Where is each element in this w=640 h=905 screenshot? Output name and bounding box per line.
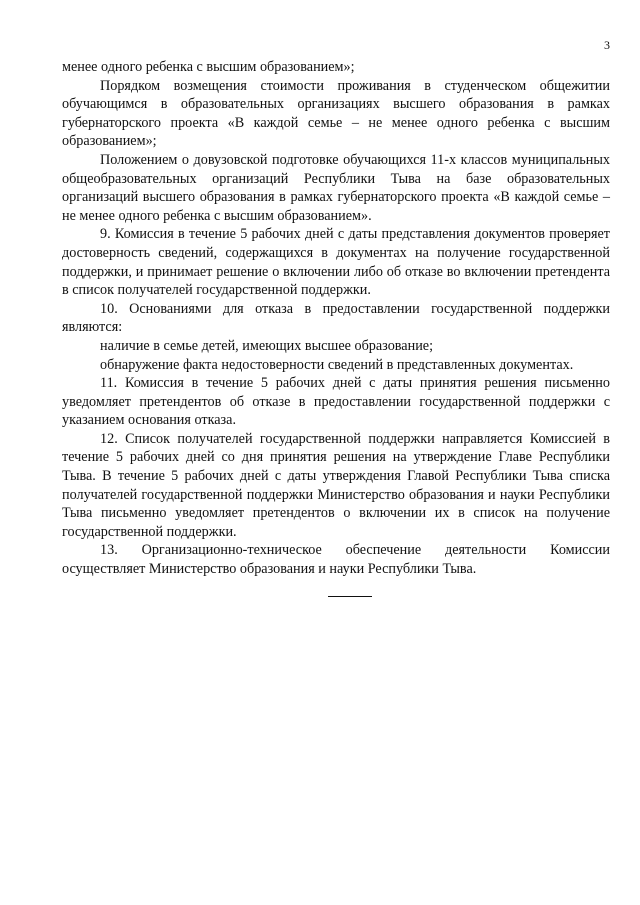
paragraph-item-13: 13. Организационно-техническое обеспечение деятельности Комиссии осуществляет Министерство образования и науки Республики Тыва. (62, 542, 610, 578)
paragraph-refusal-reason-2: обнаружение факта недостоверности сведений в представленных документах. (100, 356, 574, 373)
end-of-document-rule (328, 596, 372, 597)
paragraph-pre-university: Положением о довузовской подготовке обучающихся 11-х классов муниципальных общеобразовательных организаций Республики Тыва на базе образовательных организаций высшего образования в рамках губернаторского проекта «В каждой семье – не менее одного ребенка с высшим образованием». (62, 151, 610, 224)
document-body (62, 58, 610, 579)
paragraph-dormitory-cost: Порядком возмещения стоимости проживания в студенческом общежитии обучающимся в образовательных организациях высшего образования в рамках губернаторского проекта «В каждой семье – не менее одного ребенка с высшим образованием»; (62, 77, 610, 150)
paragraph-item-11: 11. Комиссия в течение 5 рабочих дней с даты принятия решения письменно уведомляет претендентов об отказе в предоставлении государственной поддержки с указанием основания отказа. (62, 375, 610, 429)
paragraph-item-12: 12. Список получателей государственной поддержки направляется Комиссией в течение 5 рабочих дней со дня принятия решения на утверждение Главе Республики Тыва. В течение 5 рабочих дней с даты утверждения Главой Республики Тыва списка получателей государственной поддержки Министерство образования и науки Республики Тыва письменно уведомляет претендентов о включении их в список на получение государственной поддержки. (62, 430, 610, 540)
paragraph-continuation: менее одного ребенка с высшим образованием»; (62, 59, 355, 75)
paragraph-item-10: 10. Основаниями для отказа в предоставлении государственной поддержки являются: (62, 300, 610, 336)
paragraph-item-9: 9. Комиссия в течение 5 рабочих дней с даты представления документов проверяет достоверность сведений, содержащихся в документах на получение государственной поддержки, и принимает решение о включении либо об отказе во включении претендента в список получателей государственной поддержки. (62, 226, 610, 299)
page-number: 3 (604, 38, 610, 52)
paragraph-refusal-reason-1: наличие в семье детей, имеющих высшее образование; (100, 337, 434, 354)
